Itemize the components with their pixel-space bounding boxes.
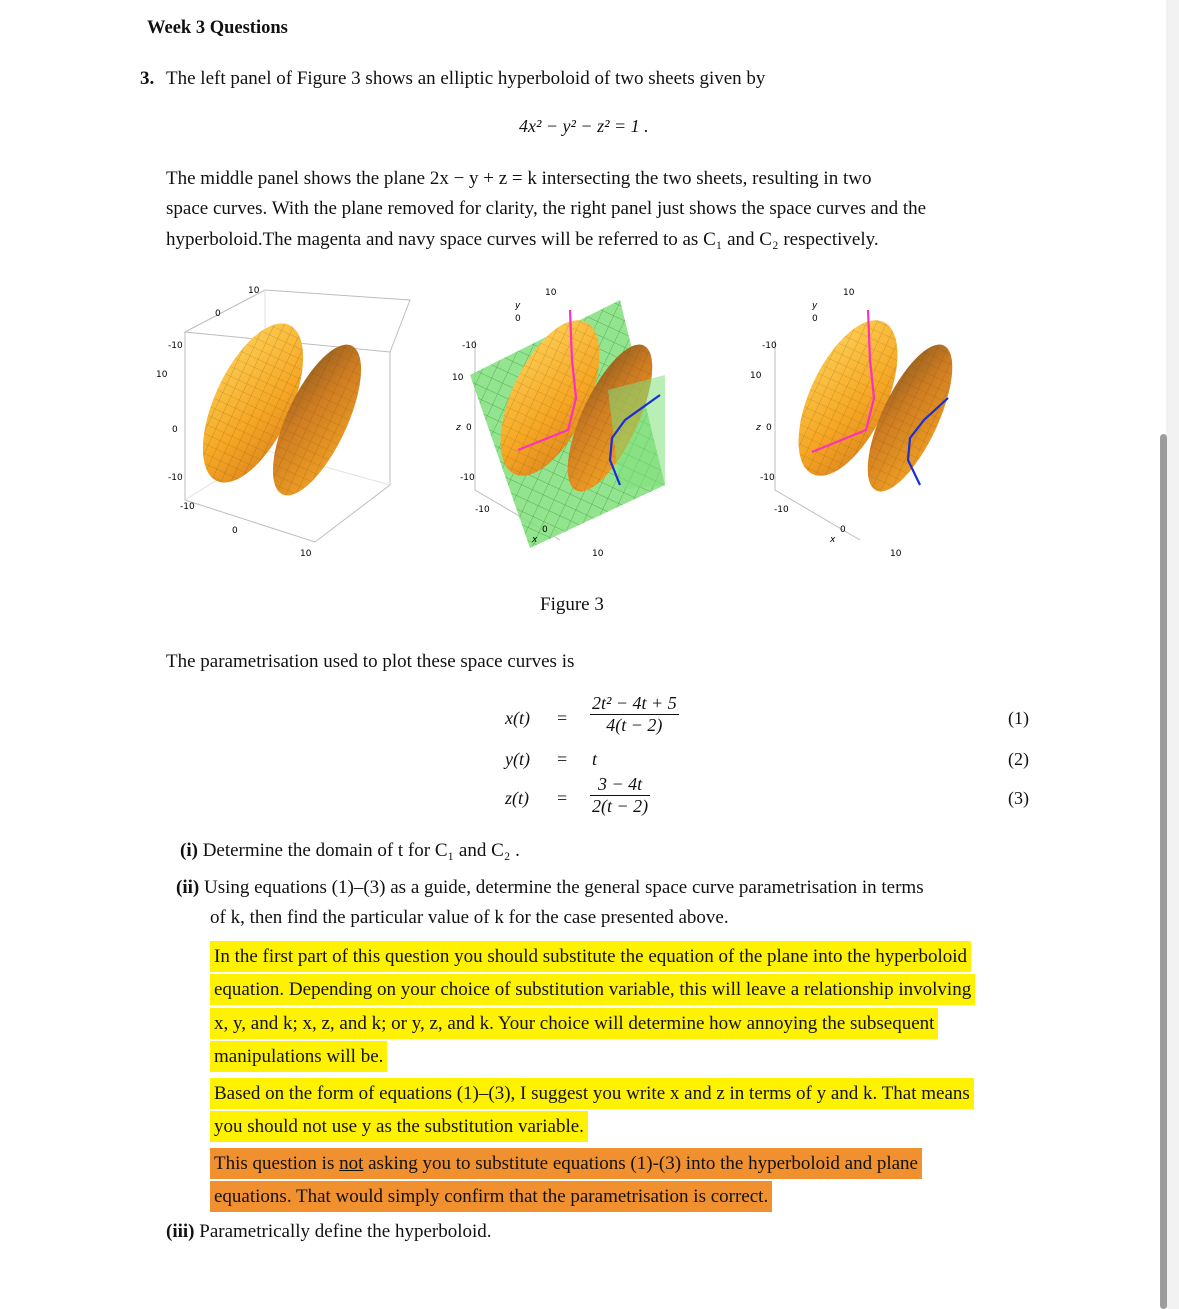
part-iii-label: (iii) [166, 1221, 195, 1242]
axis-label-z: z [456, 423, 461, 433]
eq2-tag: (2) [1008, 749, 1029, 769]
axis-label-y: y [812, 301, 818, 311]
part-ii-line-1: Using equations (1)–(3) as a guide, determine the general space curve parametrisation in terms [203, 877, 924, 898]
eq1-lhs: x(t) [505, 708, 530, 728]
note-orange-line-2: equations. That would simply confirm that the parametrisation is correct. [210, 1181, 772, 1212]
tick-label: 10 [592, 549, 604, 559]
page-heading: Week 3 Questions [147, 18, 288, 38]
axis-label-z: z [756, 423, 761, 433]
eq2-lhs: y(t) [505, 749, 530, 769]
eq1-fraction [590, 693, 679, 736]
part-i-label: (i) [180, 840, 198, 861]
tick-label: 0 [172, 425, 178, 435]
left-panel [156, 286, 410, 559]
hyperboloid-equation: 4x² − y² − z² = 1 . [519, 116, 649, 136]
axis-label-x: x [830, 535, 836, 545]
eq3-denominator: 2(t − 2) [592, 796, 649, 816]
tick-label: -10 [180, 502, 195, 512]
note-yellow-1-line-2: equation. Depending on your choice of substitution variable, this will leave a relationship involving [210, 974, 975, 1005]
eq3-numerator: 3 − 4t [590, 774, 650, 796]
right-panel [750, 288, 960, 559]
axis-label-x: x [532, 535, 538, 545]
tick-label: -10 [475, 505, 490, 515]
eq2-rhs: t [592, 749, 598, 769]
note-yellow-2-line-1: Based on the form of equations (1)–(3), I suggest you write x and z in terms of y and k. That means [210, 1078, 974, 1109]
tick-label: 10 [248, 286, 260, 296]
scrollbar-thumb[interactable] [1160, 434, 1167, 1309]
tick-label: 10 [890, 549, 902, 559]
paragraph-line-2: space curves. With the plane removed for clarity, the right panel just shows the space curves and the [166, 198, 927, 219]
tick-label: -10 [774, 505, 789, 515]
part-i-text: Determine the domain of t for C₁ and C₂ . [202, 840, 520, 861]
tick-label: 0 [466, 423, 472, 433]
tick-label: 10 [156, 370, 168, 380]
part-iii [166, 1221, 492, 1243]
eq1-numerator: 2t² − 4t + 5 [592, 693, 677, 713]
note-yellow-1-line-3: x, y, and k; x, z, and k; or y, z, and k. Your choice will determine how annoying the subsequent [210, 1008, 938, 1039]
tick-label: 0 [812, 314, 818, 324]
middle-panel [452, 288, 669, 559]
note-orange-pre: This question is [214, 1153, 340, 1174]
part-ii-line-2: of k, then find the particular value of k for the case presented above. [210, 907, 729, 928]
tick-label: 0 [215, 309, 221, 319]
tick-label: 0 [840, 525, 846, 535]
tick-label: -10 [762, 341, 777, 351]
eq3-fraction [590, 774, 650, 817]
tick-label: 10 [452, 373, 464, 383]
eq3-lhs: z(t) [505, 788, 529, 808]
tick-label: 0 [232, 526, 238, 536]
tick-label: 0 [766, 423, 772, 433]
tick-label: 10 [843, 288, 855, 298]
axis-label-y: y [515, 301, 521, 311]
note-yellow-1-line-1: In the first part of this question you should substitute the equation of the plane into the hyperboloid [210, 941, 971, 972]
tick-label: -10 [760, 473, 775, 483]
eq3-equals: = [557, 788, 568, 808]
figure-3 [140, 280, 960, 570]
paragraph-line-3: hyperboloid.The magenta and navy space curves will be referred to as C₁ and C₂ respectively. [166, 229, 879, 250]
note-orange-line-1 [210, 1148, 922, 1179]
part-i [180, 840, 520, 862]
part-ii [176, 877, 924, 899]
parametrisation-intro: The parametrisation used to plot these space curves is [166, 651, 575, 672]
tick-label: -10 [168, 473, 183, 483]
note-orange-post: asking you to substitute equations (1)-(3) into the hyperboloid and plane [363, 1153, 918, 1174]
part-iii-text: Parametrically define the hyperboloid. [199, 1221, 492, 1242]
question-intro: The left panel of Figure 3 shows an elliptic hyperboloid of two sheets given by [166, 68, 766, 89]
figure-caption: Figure 3 [540, 594, 604, 615]
scrollbar-track[interactable] [1166, 0, 1179, 1309]
eq1-tag: (1) [1008, 708, 1029, 728]
tick-label: -10 [460, 473, 475, 483]
tick-label: 10 [545, 288, 557, 298]
tick-label: 0 [542, 525, 548, 535]
note-yellow-1-line-4: manipulations will be. [210, 1041, 387, 1072]
tick-label: 10 [300, 549, 312, 559]
question-number: 3. [140, 68, 155, 89]
eq2-equals: = [557, 749, 568, 769]
tick-label: -10 [168, 341, 183, 351]
eq1-equals: = [557, 708, 568, 728]
tick-label: -10 [462, 341, 477, 351]
tick-label: 10 [750, 371, 762, 381]
note-orange-not: not [339, 1153, 364, 1174]
tick-label: 0 [515, 314, 521, 324]
paragraph-line-1: The middle panel shows the plane 2x − y + z = k intersecting the two sheets, resulting in two [166, 168, 872, 189]
eq1-denominator: 4(t − 2) [606, 715, 663, 735]
part-ii-label: (ii) [176, 877, 200, 898]
eq3-tag: (3) [1008, 788, 1029, 808]
note-yellow-2-line-2: you should not use y as the substitution variable. [210, 1111, 588, 1142]
